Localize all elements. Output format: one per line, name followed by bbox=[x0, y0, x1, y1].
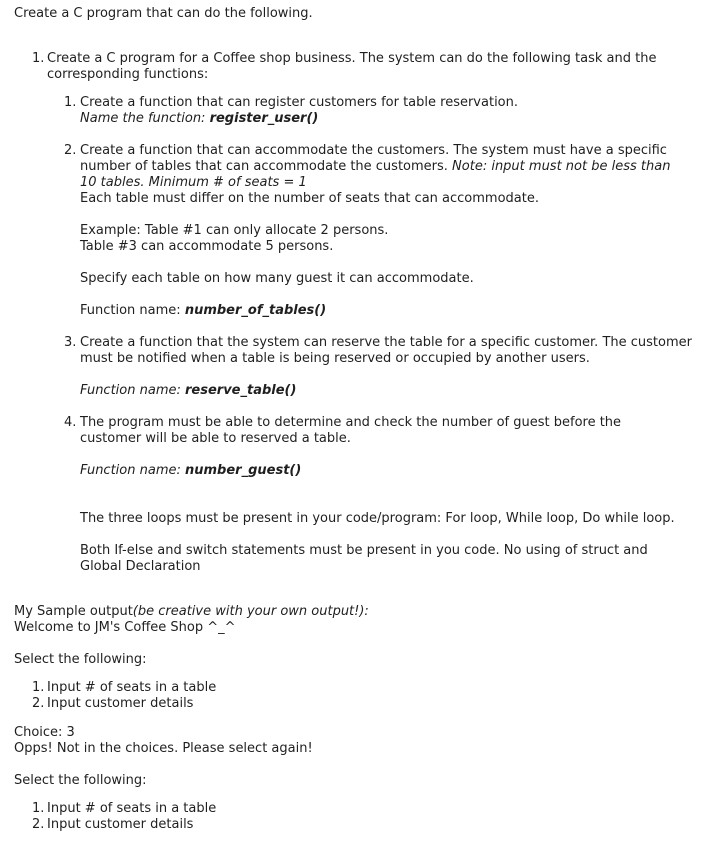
menu-1-item-2-text: Input customer details bbox=[47, 696, 194, 711]
item-1-number: 1. bbox=[32, 51, 45, 66]
task-2-line-3: 10 tables. Minimum # of seats = 1 bbox=[80, 175, 307, 190]
task-2-example-1: Example: Table #1 can only allocate 2 persons. bbox=[80, 223, 389, 238]
task-2-number: 2. bbox=[64, 143, 77, 158]
task-3-line-1: Create a function that the system can reserve the table for a specific customer. The customer bbox=[80, 335, 692, 350]
menu-1-item-1-text: Input # of seats in a table bbox=[47, 680, 217, 695]
conditionals-note-line-1: Both If-else and switch statements must be present in you code. No using of struct and bbox=[80, 543, 648, 558]
menu-2-item-2-text: Input customer details bbox=[47, 817, 194, 832]
menu-2-item-2-number: 2. bbox=[32, 817, 45, 832]
sample-choice: Choice: 3 bbox=[14, 725, 75, 740]
task-4-function bbox=[80, 463, 301, 479]
task-3-function-name: reserve_table() bbox=[185, 383, 297, 398]
task-1-number: 1. bbox=[64, 95, 77, 110]
menu-2-item-1-text: Input # of seats in a table bbox=[47, 801, 217, 816]
task-4-function-label: Function name: bbox=[80, 463, 185, 478]
task-4-line-2: customer will be able to reserved a table. bbox=[80, 431, 351, 446]
task-2-specify: Specify each table on how many guest it can accommodate. bbox=[80, 271, 474, 286]
task-2-line-4: Each table must differ on the number of seats that can accommodate. bbox=[80, 191, 539, 206]
task-1-function-label: Name the function: bbox=[80, 111, 210, 126]
task-1-function bbox=[80, 111, 318, 127]
task-2-line-2-text: number of tables that can accommodate the customers. bbox=[80, 159, 453, 174]
sample-welcome: Welcome to JM's Coffee Shop ^_^ bbox=[14, 620, 236, 635]
task-3-function-label: Function name: bbox=[80, 383, 185, 398]
item-1-line-2: corresponding functions: bbox=[47, 67, 209, 82]
task-2-example-2: Table #3 can accommodate 5 persons. bbox=[80, 239, 334, 254]
sample-label-note: (be creative with your own output!): bbox=[132, 604, 369, 619]
task-1-text: Create a function that can register customers for table reservation. bbox=[80, 95, 519, 110]
task-3-function bbox=[80, 383, 296, 399]
task-1-function-name: register_user() bbox=[209, 111, 319, 126]
task-2-line-2 bbox=[80, 159, 670, 175]
loops-note: The three loops must be present in your code/program: For loop, While loop, Do while loop. bbox=[80, 511, 675, 526]
sample-select-2: Select the following: bbox=[14, 773, 147, 788]
task-4-function-name: number_guest() bbox=[185, 463, 302, 478]
intro-text: Create a C program that can do the following. bbox=[14, 6, 313, 21]
task-2-function bbox=[80, 303, 326, 319]
task-3-number: 3. bbox=[64, 335, 77, 350]
task-4-line-1: The program must be able to determine and check the number of guest before the bbox=[80, 415, 622, 430]
sample-label: My Sample output bbox=[14, 604, 133, 619]
sample-error: Opps! Not in the choices. Please select again! bbox=[14, 741, 313, 756]
sample-select-1: Select the following: bbox=[14, 652, 147, 667]
conditionals-note-line-2: Global Declaration bbox=[80, 559, 201, 574]
task-2-function-label: Function name: bbox=[80, 303, 185, 318]
item-1-line-1: Create a C program for a Coffee shop business. The system can do the following task and the bbox=[47, 51, 657, 66]
task-2-function-name: number_of_tables() bbox=[184, 303, 327, 318]
task-4-number: 4. bbox=[64, 415, 77, 430]
task-3-line-2: must be notified when a table is being reserved or occupied by another users. bbox=[80, 351, 590, 366]
sample-output-label bbox=[14, 604, 369, 620]
menu-1-item-1-number: 1. bbox=[32, 680, 45, 695]
menu-1-item-2-number: 2. bbox=[32, 696, 45, 711]
menu-2-item-1-number: 1. bbox=[32, 801, 45, 816]
task-2-line-1: Create a function that can accommodate the customers. The system must have a specific bbox=[80, 143, 667, 158]
task-2-note: Note: input must not be less than bbox=[452, 159, 671, 174]
